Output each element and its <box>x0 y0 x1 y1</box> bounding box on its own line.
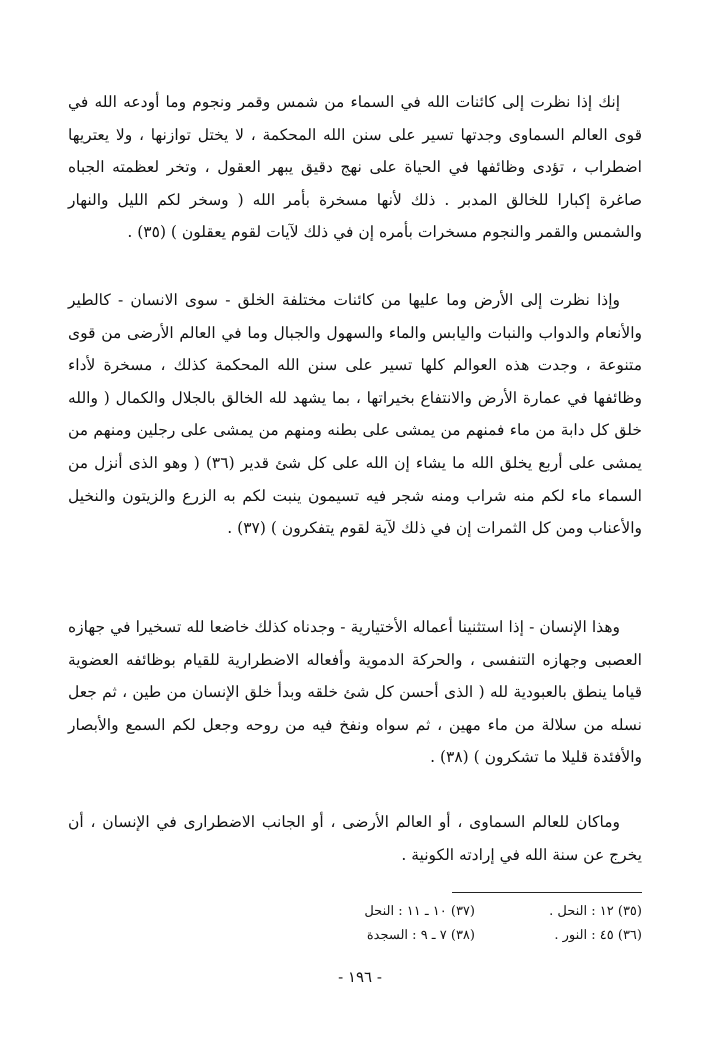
footnote-row <box>320 900 642 924</box>
footnote-35: (٣٥) ١٢ : النحل . <box>549 904 642 919</box>
paragraph-2-text: وإذا نظرت إلى الأرض وما عليها من كائنات مختلفة الخلق - سوى الانسان - كالطير والأنعام والدواب والنبات واليابس والماء والسهول والجبال وما في العالم الأرضى من قوى متنوعة ، وجدت هذه العوالم كلها تسير على سنن الله المحكمة كذلك ، مسخرة لأداء وظائفها في عمارة الأرض والانتفاع بخيراتها ، بما يشهد لله الخالق بالجلال والكمال ( والله خلق كل دابة من ماء فمنهم من يمشى على بطنه ومنهم من يمشى على رجلين ومنهم من يمشى على أربع يخلق الله ما يشاء إن الله على كل شئ قدير (٣٦) ( وهو الذى أنزل من السماء ماء لكم منه شراب ومنه شجر فيه تسيمون ينبت لكم به الزرع والزيتون والنخيل والأعناب ومن كل الثمرات إن في ذلك لآية لقوم يتفكرون ) (٣٧) . <box>68 291 642 538</box>
paragraph-3 <box>68 611 642 774</box>
paragraph-2 <box>68 284 642 545</box>
footnote-row <box>320 924 642 948</box>
paragraph-1 <box>68 86 642 249</box>
paragraph-3-text: وهذا الإنسان - إذا استثنينا أعماله الأختيارية - وجدناه كذلك خاضعا لله تسخيرا في جهازه العصبى وجهازه التنفسى ، والحركة الدموية وأفعاله الاضطرارية للقيام بوظائفه العضوية قياما ينطق بالعبودية لله ( الذى أحسن كل شئ خلقه وبدأ خلق الإنسان من طين ، ثم جعل نسله من سلالة من ماء مهين ، ثم سواه ونفخ فيه من روحه وجعل لكم السمع والأبصار والأفئدة قليلا ما تشكرون ) (٣٨) . <box>68 618 642 767</box>
footnote-36: (٣٦) ٤٥ : النور . <box>554 928 642 943</box>
paragraph-4 <box>68 806 642 871</box>
page-number: - ١٩٦ - <box>338 968 382 986</box>
footnote-38: (٣٨) ٧ ـ ٩ : السجدة <box>366 928 475 943</box>
paragraph-1-text: إنك إذا نظرت إلى كائنات الله في السماء من شمس وقمر ونجوم وما أودعه الله في قوى العالم السماوى وجدتها تسير على سنن الله المحكمة ، لا يختل توازنها ، ولا يعتريها اضطراب ، تؤدى وظائفها في الحياة على نهج دقيق يبهر العقول ، وتخر لعظمته الجباه صاغرة إكبارا للخالق المدبر . ذلك لأنها مسخرة بأمر الله ( وسخر لكم الليل والنهار والشمس والقمر والنجوم مسخرات بأمره إن في ذلك لآيات لقوم يعقلون ) (٣٥) . <box>68 93 642 242</box>
paragraph-4-text: وماكان للعالم السماوى ، أو العالم الأرضى ، أو الجانب الاضطرارى في الإنسان ، أن يخرج عن سنة الله في إرادته الكونية . <box>68 813 642 864</box>
footnotes <box>320 900 642 948</box>
footnote-37: (٣٧) ١٠ ـ ١١ : النحل <box>364 904 475 919</box>
footnote-divider <box>452 892 642 893</box>
